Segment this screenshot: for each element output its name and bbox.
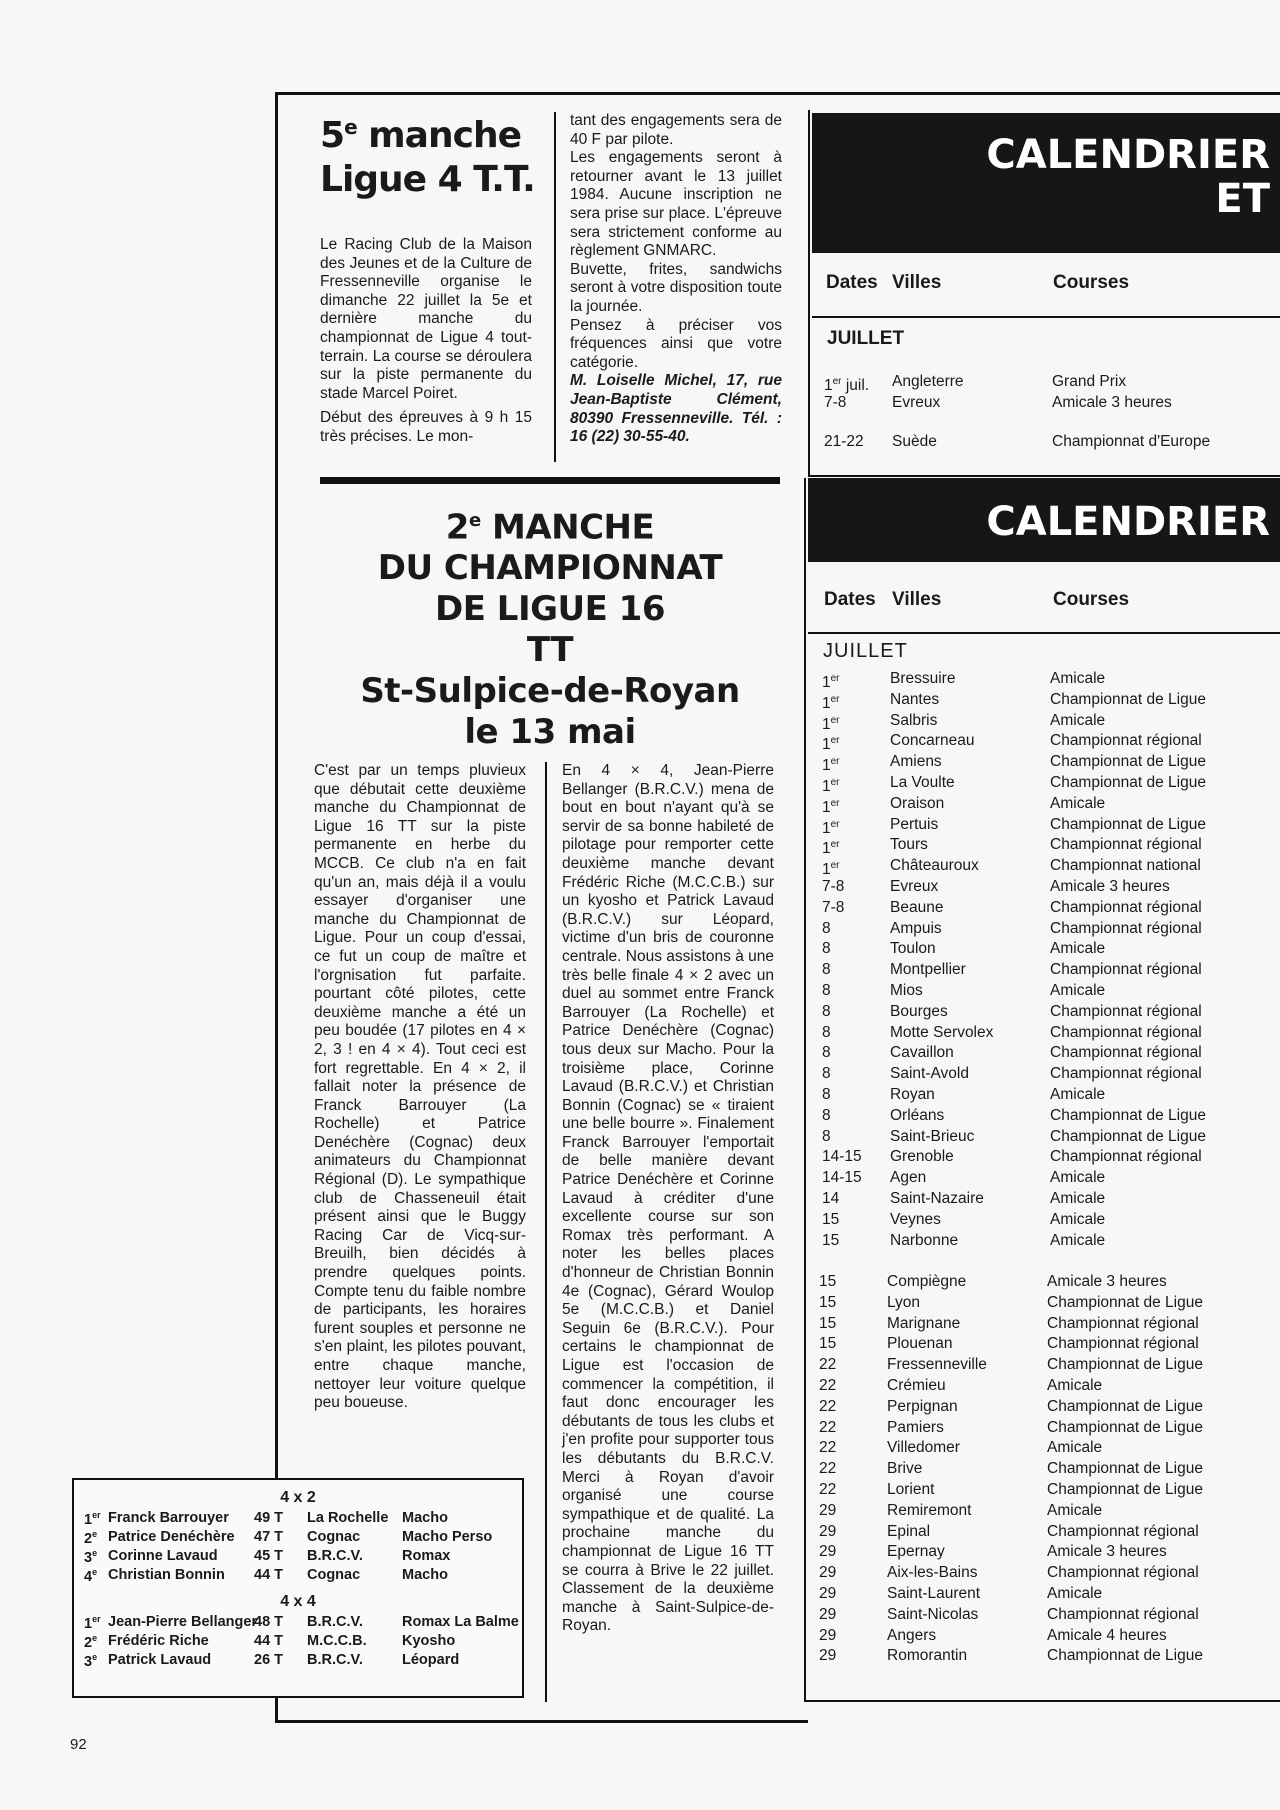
calendar-date: 8: [822, 981, 831, 999]
results-row: [74, 1567, 522, 1586]
calendar-race: Amicale 4 heures: [1047, 1626, 1167, 1644]
calendar-race: Championnat de Ligue: [1050, 753, 1206, 771]
calendar-row: [822, 898, 1278, 919]
calendar-race: Amicale: [1047, 1376, 1103, 1394]
results-row: [74, 1652, 522, 1671]
calendar-row: [819, 1584, 1275, 1605]
calendar-race: Championnat de Ligue: [1047, 1418, 1203, 1436]
results-rank: 3e: [84, 1652, 98, 1670]
calendar-date: 1er: [822, 818, 840, 837]
calendar-row: [819, 1272, 1275, 1293]
calendar-race: Championnat régional: [1050, 898, 1202, 916]
calendar-race: Championnat de Ligue: [1047, 1293, 1203, 1311]
results-driver: Christian Bonnin: [108, 1567, 225, 1583]
calendar-race: Amicale: [1047, 1584, 1103, 1602]
calendar-race: Championnat de Ligue: [1047, 1647, 1203, 1665]
calendar-city: Mios: [890, 981, 923, 999]
results-car: Romax La Balme: [402, 1614, 519, 1630]
calendar-row: [824, 432, 1280, 453]
results-rank: 2e: [84, 1529, 98, 1547]
calendar-city: Epernay: [887, 1543, 945, 1561]
calendar-row: [819, 1438, 1275, 1459]
calendar-row: [819, 1293, 1275, 1314]
calendar-row: [824, 393, 1280, 414]
calendar-row: [822, 960, 1278, 981]
calendar-city: Romorantin: [887, 1647, 968, 1665]
calendar-race: Championnat de Ligue: [1047, 1460, 1203, 1478]
calendar-date: 14-15: [822, 1148, 862, 1166]
calendar-race: Championnat régional: [1050, 732, 1202, 750]
calendar-row: [822, 1106, 1278, 1127]
results-category: 4 x 2: [280, 1489, 316, 1506]
calendar-race: Championnat régional: [1050, 1044, 1202, 1062]
calendar2-rows: [822, 669, 1278, 1251]
calendar-race: Championnat régional: [1050, 961, 1202, 979]
calendar-row: [822, 856, 1278, 877]
calendar-row: [822, 731, 1278, 752]
calendar-date: 15: [819, 1314, 837, 1332]
calendar-race: Championnat régional: [1047, 1314, 1199, 1332]
calendar-date: 8: [822, 1065, 831, 1083]
calendar-row: [819, 1355, 1275, 1376]
calendar-date: 1er: [822, 714, 840, 733]
calendar-race: Amicale: [1050, 1169, 1106, 1187]
calendar-date: 1er: [822, 797, 840, 816]
results-table-4x4: [74, 1614, 522, 1671]
calendar-city: Nantes: [890, 690, 940, 708]
calendar-row: [822, 1023, 1278, 1044]
results-car: Macho: [402, 1510, 448, 1526]
results-row: [74, 1529, 522, 1548]
calendar-date: 7-8: [824, 393, 847, 411]
calendar-row: [822, 669, 1278, 690]
calendar-race: Amicale: [1047, 1439, 1103, 1457]
calendar-row: [822, 1210, 1278, 1231]
calendar-city: Crémieu: [887, 1376, 946, 1394]
calendar-row: [822, 1127, 1278, 1148]
results-car: Romax: [402, 1548, 451, 1564]
calendar-city: Angleterre: [892, 373, 964, 390]
calendar-date: 22: [819, 1460, 837, 1478]
results-club: La Rochelle: [307, 1510, 389, 1526]
calendar-race: Championnat régional: [1050, 836, 1202, 854]
column-divider: [554, 112, 556, 462]
results-table-4x2: [74, 1510, 522, 1586]
col-villes: Villes: [892, 272, 942, 293]
calendar-date: 1er: [822, 673, 840, 692]
calendar2-banner: CALENDRIER: [808, 478, 1280, 562]
calendar-race: Championnat de Ligue: [1047, 1480, 1203, 1498]
calendar-date: 8: [822, 940, 831, 958]
calendar-race: Championnat de Ligue: [1047, 1397, 1203, 1415]
calendar-city: Motte Servolex: [890, 1023, 994, 1041]
results-row: [74, 1510, 522, 1529]
results-box: [72, 1478, 524, 1698]
results-driver: Frédéric Riche: [108, 1633, 209, 1649]
calendar-date: 29: [819, 1501, 837, 1519]
calendar-city: Lorient: [887, 1480, 935, 1498]
article1-paragraph: Le Racing Club de la Maison des Jeunes et de la Culture de Fressenneville organise le dimanche 22 juillet la 5e et dernière manche du championnat de Ligue 4 tout-terrain. La course se déroulera sur la piste permanente du stade Marcel Poiret.: [320, 236, 532, 402]
article1-title: 5e manche Ligue 4 T.T.: [320, 115, 535, 200]
calendar-city: Evreux: [890, 877, 939, 895]
calendar-date: 8: [822, 1023, 831, 1041]
calendar-race: Championnat de Ligue: [1050, 773, 1206, 791]
article1-paragraph: Début des épreuves à 9 h 15 très précises. Le mon-: [320, 409, 532, 445]
article1-paragraph: Buvette, frites, sandwichs seront à votre disposition toute la journée.: [570, 260, 782, 315]
calendar-row: [822, 1189, 1278, 1210]
calendar-date: 15: [819, 1293, 837, 1311]
calendar-race: Amicale: [1050, 1231, 1106, 1249]
results-club: B.R.C.V.: [307, 1652, 363, 1668]
calendar-city: Royan: [890, 1085, 935, 1103]
article2-title: 2e MANCHE DU CHAMPIONNAT DE LIGUE 16 TT St-Sulpice-de-Royan le 13 mai: [360, 507, 740, 753]
calendar-date: 29: [819, 1647, 837, 1665]
calendar-date: 8: [822, 1044, 831, 1062]
calendar-row: [819, 1397, 1275, 1418]
calendar-city: Bressuire: [890, 670, 956, 687]
calendar-date: 7-8: [822, 877, 845, 895]
results-club: B.R.C.V.: [307, 1614, 363, 1630]
article1-paragraph: Les engagements seront à retourner avant le 13 juillet 1984. Aucune inscription ne sera prise sur place. L'épreuve sera strictement conforme au règlement GNMARC.: [570, 149, 782, 260]
results-car: Macho Perso: [402, 1529, 493, 1545]
calendar-city: Veynes: [890, 1210, 941, 1228]
results-row: [74, 1633, 522, 1652]
calendar-date: 29: [819, 1626, 837, 1644]
calendar-race: Championnat régional: [1047, 1564, 1199, 1582]
calendar-row: [822, 981, 1278, 1002]
calendar-row: [819, 1646, 1275, 1667]
calendar-row: [822, 1147, 1278, 1168]
calendar-city: Grenoble: [890, 1148, 954, 1166]
calendar-city: Pamiers: [887, 1418, 944, 1436]
calendar-row: [822, 711, 1278, 732]
calendar-date: 1er: [822, 776, 840, 796]
calendar-city: Cavaillon: [890, 1044, 954, 1062]
calendar-date: 22: [819, 1356, 837, 1374]
calendar-city: Agen: [890, 1169, 927, 1187]
results-rank: 1er: [84, 1614, 101, 1632]
calendar-city: Brive: [887, 1460, 923, 1478]
calendar-race: Amicale: [1050, 670, 1106, 687]
calendar-city: Toulon: [890, 940, 936, 958]
results-category: 4 x 4: [280, 1593, 316, 1610]
calendar-city: Plouenan: [887, 1335, 953, 1353]
calendar-date: 1er: [822, 839, 840, 858]
calendar1-header-rule: [812, 316, 1280, 318]
calendar-date: 8: [822, 1106, 831, 1124]
calendar-date: 22: [819, 1480, 837, 1498]
calendar-city: Oraison: [890, 794, 945, 812]
calendar-city: Perpignan: [887, 1397, 958, 1415]
calendar-row: [822, 773, 1278, 794]
calendar-row: [819, 1480, 1275, 1501]
calendar-date: 29: [819, 1584, 837, 1602]
article1-col1: [320, 236, 532, 453]
calendar-race: Championnat d'Europe: [1052, 432, 1211, 450]
calendar-date: 22: [819, 1418, 837, 1436]
article-separator: [320, 477, 780, 484]
calendar-race: Championnat national: [1050, 857, 1201, 875]
calendar-race: Championnat régional: [1047, 1605, 1199, 1623]
calendar-date: 15: [822, 1210, 840, 1228]
calendar-race: Amicale: [1050, 1189, 1106, 1207]
results-laps: 47 T: [254, 1529, 284, 1545]
calendar-row: [819, 1459, 1275, 1480]
results-club: M.C.C.B.: [307, 1633, 367, 1649]
calendar-city: Villedomer: [887, 1439, 960, 1457]
column-divider: [545, 762, 547, 1702]
calendar-date: 22: [819, 1439, 837, 1457]
calendar-race: Amicale 3 heures: [1052, 393, 1172, 411]
results-driver: Patrick Lavaud: [108, 1652, 212, 1668]
article2-paragraph: En 4 × 4, Jean-Pierre Bellanger (B.R.C.V.) mena de bout en bout n'ayant qu'à se servir de sa bonne habileté de pilotage pour remporter cette deuxième manche devant Frédéric Riche (M.C.C.B.) sur un kyosho et Patrick Lavaud (B.R.C.V.) sur Léopard, victime d'un bris de couronne centrale. Nous assistons à une très belle finale 4 × 2 avec un duel au sommet entre Franck Barrouyer (La Rochelle) et Patrice Denéchère (Cognac) tous deux sur Macho. Pour la troisième place, Corinne Lavaud (B.R.C.V.) et Christian Bonnin (Cognac) se « tiraient une belle bourre ». Finalement Franck Barrouyer l'emportait de belle manière devant Patrice Denéchère et Corinne Lavaud à créditer d'une excellente course sur son Romax très performant. A noter les belles places d'honneur de Christian Bonnin 4e (Cognac), Gérard Woulop 5e (M.C.C.B.) et Daniel Seguin 6e (B.R.C.V.). Pour certains le championnat de Ligue est l'occasion de commencer la compétition, il faut donc encourager les débutants de tous les clubs et j'en profite pour supporter tous les débutants du B.R.C.V. Merci à Royan d'avoir organisé une course sympathique et de qualité. La prochaine manche du championnat de Ligue 16 TT se courra à Brive le 22 juillet. Classement de la deuxième manche à Saint-Sulpice-de-Royan.: [562, 762, 774, 1635]
calendar-city: Bourges: [890, 1002, 948, 1020]
calendar-date: 8: [822, 1127, 831, 1145]
calendar-row: [819, 1501, 1275, 1522]
calendar-date: 8: [822, 1085, 831, 1103]
calendar-row: [822, 1085, 1278, 1106]
calendar-row: [822, 877, 1278, 898]
calendar-row: [822, 1043, 1278, 1064]
calendar-row: [822, 794, 1278, 815]
calendar-city: Marignane: [887, 1314, 961, 1332]
calendar2-header: [824, 589, 1274, 613]
article1-signature: M. Loiselle Michel, 17, rue Jean-Baptiste Clément, 80390 Fressenneville. Tél. : 16 (22) 30-55-40.: [570, 372, 782, 446]
calendar-city: Salbris: [890, 711, 938, 729]
calendar-date: 1er: [822, 860, 840, 879]
calendar2-rows-second: [819, 1272, 1275, 1667]
results-driver: Jean-Pierre Bellanger: [108, 1614, 258, 1630]
calendar-row: [822, 919, 1278, 940]
calendar-race: Amicale: [1050, 711, 1106, 729]
calendar1-banner: CALENDRIER ET: [812, 113, 1280, 253]
calendar-race: Championnat régional: [1047, 1522, 1199, 1540]
calendar-race: Championnat de Ligue: [1050, 690, 1206, 708]
calendar-race: Championnat de Ligue: [1050, 815, 1206, 833]
col-villes: Villes: [892, 589, 942, 610]
calendar-city: Evreux: [892, 393, 941, 411]
results-laps: 49 T: [254, 1510, 284, 1526]
results-club: B.R.C.V.: [307, 1548, 363, 1564]
calendar-race: Amicale: [1050, 981, 1106, 999]
calendar-row: [822, 752, 1278, 773]
calendar-city: Pertuis: [890, 815, 939, 833]
calendar-race: Championnat régional: [1050, 1023, 1202, 1041]
calendar-date: 15: [819, 1335, 837, 1353]
article1-paragraph: tant des engagements sera de 40 F par pilote.: [570, 112, 782, 148]
calendar-race: Championnat de Ligue: [1050, 1106, 1206, 1124]
calendar-row: [819, 1314, 1275, 1335]
calendar-race: Championnat régional: [1050, 1065, 1202, 1083]
results-club: Cognac: [307, 1567, 361, 1583]
results-club: Cognac: [307, 1529, 361, 1545]
calendar-race: Amicale 3 heures: [1047, 1273, 1167, 1290]
calendar-race: Championnat régional: [1050, 1002, 1202, 1020]
page-number: 92: [70, 1736, 87, 1753]
calendar-row: [822, 1064, 1278, 1085]
calendar-race: Amicale 3 heures: [1047, 1543, 1167, 1561]
calendar-date: 22: [819, 1376, 837, 1394]
calendar-city: Saint-Nazaire: [890, 1189, 984, 1207]
results-rank: 1er: [84, 1510, 101, 1528]
article1-paragraph: Pensez à préciser vos fréquences ainsi que votre catégorie.: [570, 316, 782, 371]
col-courses: Courses: [1053, 589, 1130, 610]
calendar-row: [819, 1334, 1275, 1355]
calendar-city: Fressenneville: [887, 1356, 987, 1374]
results-driver: Patrice Denéchère: [108, 1529, 235, 1545]
calendar-date: 29: [819, 1605, 837, 1623]
calendar-date: 29: [819, 1522, 837, 1540]
calendar-date: 14-15: [822, 1169, 862, 1187]
calendar-city: Compiègne: [887, 1273, 967, 1290]
calendar-race: Grand Prix: [1052, 373, 1127, 390]
col-dates: Dates: [826, 272, 878, 293]
calendar-race: Championnat de Ligue: [1050, 1127, 1206, 1145]
results-car: Kyosho: [402, 1633, 456, 1649]
calendar-row: [822, 1168, 1278, 1189]
calendar-row: [822, 815, 1278, 836]
results-row: [74, 1614, 522, 1633]
calendar-row: [819, 1376, 1275, 1397]
calendar-row: [819, 1418, 1275, 1439]
calendar-city: Remiremont: [887, 1501, 972, 1519]
calendar-city: Saint-Avold: [890, 1065, 969, 1083]
calendar-date: 29: [819, 1564, 837, 1582]
calendar-city: Tours: [890, 836, 928, 854]
results-rank: 4e: [84, 1567, 98, 1585]
results-laps: 48 T: [254, 1614, 284, 1630]
calendar-date: 21-22: [824, 432, 864, 450]
col-courses: Courses: [1053, 272, 1130, 293]
calendar-date: 1er: [822, 735, 840, 754]
calendar-city: Angers: [887, 1626, 937, 1644]
calendar1-header: [826, 272, 1276, 296]
calendar-race: Championnat de Ligue: [1047, 1356, 1203, 1374]
calendar-row: [819, 1522, 1275, 1543]
calendar2-header-rule: [808, 632, 1280, 634]
calendar-row: [822, 1002, 1278, 1023]
calendar-city: Saint-Laurent: [887, 1584, 981, 1602]
calendar-row: [819, 1605, 1275, 1626]
article2-col2: [562, 762, 774, 1642]
results-laps: 45 T: [254, 1548, 284, 1564]
calendar-row: [819, 1542, 1275, 1563]
calendar-city: Amiens: [890, 753, 942, 771]
calendar-race: Championnat régional: [1050, 1148, 1202, 1166]
calendar-city: Saint-Nicolas: [887, 1605, 979, 1623]
calendar-row: [824, 372, 1280, 393]
calendar-date: 1er: [822, 693, 840, 712]
calendar-race: Amicale: [1050, 940, 1106, 958]
article2-col1: [314, 762, 526, 1419]
article1-col2: [570, 112, 782, 447]
calendar-city: Beaune: [890, 898, 944, 916]
calendar-race: Amicale: [1050, 1085, 1106, 1103]
calendar-city: Saint-Brieuc: [890, 1127, 975, 1145]
calendar-race: Championnat régional: [1050, 919, 1202, 937]
calendar-row: [822, 835, 1278, 856]
calendar-city: Concarneau: [890, 732, 975, 750]
calendar-row: [822, 690, 1278, 711]
calendar-city: Narbonne: [890, 1231, 959, 1249]
calendar-date: 1er juil.: [824, 376, 870, 395]
article2-paragraph: C'est par un temps pluvieux que débutait cette deuxième manche du Championnat de Ligue 16 TT sur la piste permanente en herbe du MCCB. Ce club n'a en fait qu'un an, mais déjà il a voulu essayer d'organiser une manche du Championnat de Ligue. Pour un coup d'essai, ce fut un coup de maître et l'orgnisation fut parfaite. pourtant côté pilotes, cette deuxième manche a été un peu boudée (17 pilotes en 4 × 2, 3 ! en 4 × 4). Tout ceci est fort regrettable. En 4 × 2, il fallait noter la présence de Franck Barrouyer (La Rochelle) et Patrice Denéchère (Cognac) deux animateurs du Championnat Régional (D). Le sympathique club de Chasseneuil était présent ainsi que le Buggy Racing Car de Vicq-sur-Breuilh, bien décidés à prendre quelques points. Compte tenu du faible nombre de participants, les horaires furent souples et personne ne s'en plaint, les pilotes pouvant, entre chaque manche, nettoyer leur voiture quelque peu boueuse.: [314, 762, 526, 1412]
calendar1-rows: [824, 372, 1280, 452]
calendar-race: Amicale 3 heures: [1050, 877, 1170, 895]
calendar-date: 29: [819, 1543, 837, 1561]
calendar-row: [819, 1563, 1275, 1584]
calendar-date: 7-8: [822, 898, 845, 916]
calendar-date: 14: [822, 1189, 840, 1207]
results-laps: 44 T: [254, 1567, 284, 1583]
calendar-city: La Voulte: [890, 773, 955, 791]
calendar-date: 8: [822, 961, 831, 979]
col-dates: Dates: [824, 589, 876, 610]
calendar-date: 8: [822, 919, 831, 937]
calendar-date: 15: [819, 1273, 837, 1290]
calendar-race: Amicale: [1050, 794, 1106, 812]
results-car: Macho: [402, 1567, 448, 1583]
calendar-city: Châteauroux: [890, 857, 979, 875]
calendar-city: Orléans: [890, 1106, 945, 1124]
calendar-race: Amicale: [1047, 1501, 1103, 1519]
calendar-date: 15: [822, 1231, 840, 1249]
calendar-city: Aix-les-Bains: [887, 1564, 978, 1582]
results-rank: 2e: [84, 1633, 98, 1651]
calendar-city: Montpellier: [890, 961, 966, 979]
results-laps: 44 T: [254, 1633, 284, 1649]
results-car: Léopard: [402, 1652, 460, 1668]
calendar-city: Suède: [892, 432, 937, 450]
calendar-date: 22: [819, 1397, 837, 1415]
results-laps: 26 T: [254, 1652, 284, 1668]
calendar-row: [819, 1626, 1275, 1647]
calendar-race: Championnat régional: [1047, 1335, 1199, 1353]
calendar1-month: JUILLET: [827, 328, 905, 349]
results-driver: Corinne Lavaud: [108, 1548, 218, 1564]
calendar-race: Amicale: [1050, 1210, 1106, 1228]
calendar-date: 1er: [822, 756, 840, 775]
calendar-city: Epinal: [887, 1522, 931, 1540]
results-row: [74, 1548, 522, 1567]
results-driver: Franck Barrouyer: [108, 1510, 229, 1526]
calendar-row: [822, 939, 1278, 960]
calendar2-month: JUILLET: [823, 640, 908, 662]
results-rank: 3e: [84, 1548, 98, 1566]
calendar-row: [822, 1231, 1278, 1252]
calendar-city: Lyon: [887, 1293, 921, 1311]
calendar-date: 8: [822, 1002, 831, 1020]
calendar-city: Ampuis: [890, 919, 942, 937]
top-rule: [275, 92, 1280, 95]
